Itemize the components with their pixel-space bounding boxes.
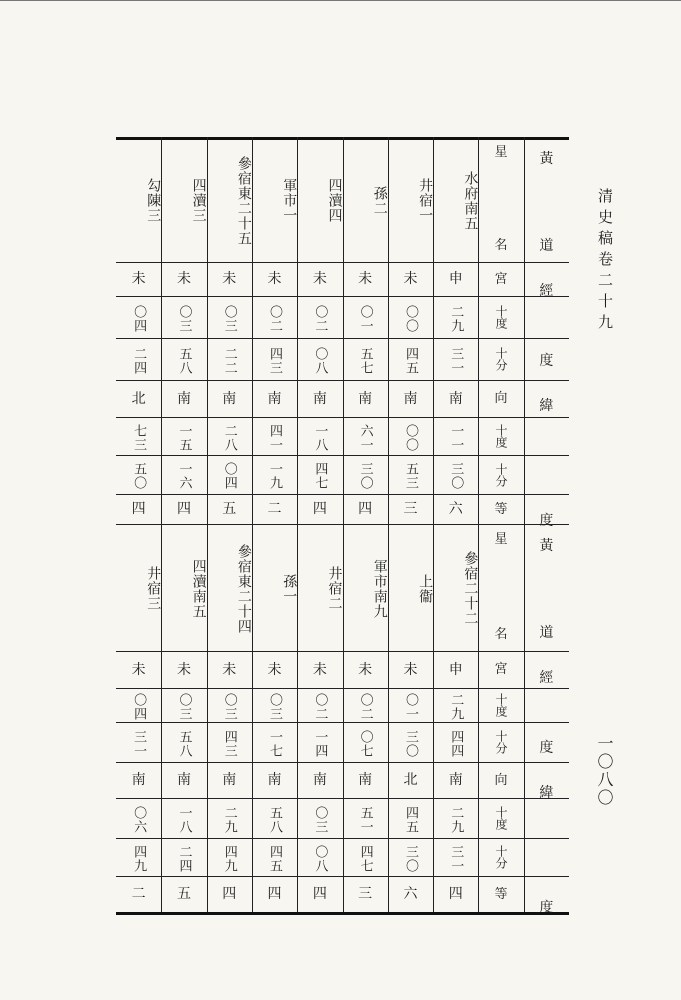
cell-wf: 一九 (267, 462, 283, 490)
cell-jf: 五七 (357, 346, 373, 375)
cell-mag: 四 (448, 886, 463, 902)
star-name: 參宿東二十四 (235, 543, 252, 634)
cell-dir: 南 (267, 772, 282, 788)
cell-mag: 四 (312, 886, 327, 902)
cell-dir: 南 (312, 772, 327, 788)
cell-dir: 南 (448, 772, 463, 788)
cell-gong: 未 (222, 271, 237, 287)
cell-dir: 北 (131, 390, 146, 407)
cell-gong: 未 (176, 271, 191, 287)
label-star: 星 (494, 531, 508, 547)
cell-mag: 四 (222, 886, 237, 902)
group-label: 道 (539, 238, 554, 254)
cell-jf: 三一 (448, 346, 464, 375)
cell-jf: 四三 (267, 346, 283, 375)
cell-wf: 四五 (267, 844, 283, 873)
cell-jd: 〇三 (221, 304, 237, 333)
star-name: 孫一 (281, 573, 298, 604)
cell-dir: 南 (267, 390, 282, 407)
cell-gong: 未 (403, 661, 418, 678)
cell-wd: 一八 (176, 805, 192, 834)
cell-gong: 未 (222, 661, 237, 678)
label-wd: 十度 (494, 424, 509, 448)
cell-jd: 〇二 (312, 304, 328, 333)
cell-jd: 二九 (448, 692, 464, 721)
cell-mag: 三 (358, 886, 373, 902)
star-name: 水府南五 (462, 170, 479, 231)
cell-gong: 未 (312, 271, 327, 287)
cell-wf: 四七 (312, 462, 328, 490)
star-name: 井宿二 (326, 566, 343, 611)
cell-jf: 二四 (131, 346, 147, 375)
cell-wf: 三〇 (357, 462, 373, 490)
cell-wf: 三一 (448, 844, 464, 873)
cell-gong: 未 (267, 271, 282, 287)
cell-mag: 四 (267, 886, 282, 902)
cell-dir: 南 (131, 772, 146, 788)
cell-wd: 五一 (357, 805, 373, 834)
label-wf: 十分 (494, 845, 509, 869)
group-label: 緯 (539, 398, 554, 414)
label-jd: 十度 (494, 305, 509, 329)
cell-mag: 六 (403, 886, 418, 902)
star-name: 四瀆四 (326, 178, 343, 223)
cell-jd: 〇三 (221, 692, 237, 721)
group-label: 經 (539, 283, 554, 299)
cell-wf: 四九 (221, 844, 237, 873)
cell-dir: 南 (358, 390, 373, 407)
cell-wd: 一八 (312, 423, 328, 452)
cell-gong: 未 (176, 661, 191, 678)
cell-wf: 〇四 (221, 462, 237, 490)
label-name: 名 (494, 626, 508, 642)
cell-mag: 六 (448, 501, 463, 517)
cell-jd: 〇四 (131, 304, 147, 333)
cell-gong: 未 (403, 271, 418, 287)
cell-gong: 未 (358, 661, 373, 678)
star-name: 上衞 (417, 573, 434, 604)
cell-dir: 北 (403, 772, 418, 788)
cell-mag: 四 (131, 501, 146, 517)
cell-mag: 二 (131, 886, 146, 902)
cell-jf: 〇八 (312, 346, 328, 375)
table-rule-h (116, 912, 569, 915)
cell-wf: 五三 (402, 462, 418, 490)
label-mag: 等 (494, 501, 508, 517)
label-gong: 宮 (494, 662, 508, 677)
label-star: 星 (494, 144, 508, 160)
cell-dir: 南 (176, 390, 191, 407)
star-name: 參宿二十二 (462, 551, 479, 626)
group-label: 黃 (539, 151, 554, 167)
cell-wf: 〇八 (312, 844, 328, 873)
cell-gong: 未 (131, 271, 146, 287)
cell-jf: 一七 (267, 729, 283, 758)
label-jd: 十度 (494, 693, 509, 717)
star-name: 井宿三 (145, 566, 162, 611)
label-jf: 十分 (494, 347, 509, 371)
cell-dir: 南 (448, 390, 463, 407)
star-name: 孫二 (371, 185, 388, 216)
cell-dir: 南 (176, 772, 191, 788)
cell-wd: 二九 (448, 805, 464, 834)
star-name: 井宿一 (417, 178, 434, 223)
cell-jf: 三〇 (402, 729, 418, 758)
cell-wd: 〇六 (131, 805, 147, 834)
group-label: 度 (539, 740, 554, 756)
cell-jf: 五八 (176, 346, 192, 375)
cell-wd: 〇〇 (402, 423, 418, 452)
cell-wf: 二四 (176, 844, 192, 873)
cell-mag: 五 (176, 886, 191, 902)
cell-wd: 〇三 (312, 805, 328, 834)
cell-jd: 〇二 (357, 692, 373, 721)
cell-jf: 五八 (176, 729, 192, 758)
star-name: 四瀆南五 (190, 558, 207, 619)
cell-wf: 五〇 (131, 462, 147, 490)
cell-wf: 一六 (176, 462, 192, 490)
cell-wf: 四九 (131, 844, 147, 873)
cell-jf: 〇七 (357, 729, 373, 758)
cell-dir: 南 (358, 772, 373, 788)
group-label: 度 (539, 900, 554, 916)
star-name: 軍市南九 (371, 558, 388, 619)
star-name: 四瀆三 (190, 178, 207, 223)
cell-mag: 三 (403, 501, 418, 517)
cell-jf: 四四 (448, 729, 464, 758)
label-dir: 向 (494, 391, 508, 406)
group-label: 道 (539, 625, 554, 641)
cell-jd: 〇一 (402, 692, 418, 721)
cell-gong: 未 (131, 661, 146, 678)
cell-dir: 南 (403, 390, 418, 407)
cell-jf: 四三 (221, 729, 237, 758)
cell-wf: 四七 (357, 844, 373, 873)
cell-gong: 申 (448, 661, 463, 678)
cell-dir: 南 (312, 390, 327, 407)
cell-wd: 二九 (221, 805, 237, 834)
cell-jd: 〇〇 (402, 304, 418, 333)
label-jf: 十分 (494, 730, 509, 754)
cell-mag: 五 (222, 501, 237, 517)
cell-wd: 五八 (267, 805, 283, 834)
cell-jd: 〇四 (131, 692, 147, 721)
label-name: 名 (494, 237, 508, 253)
cell-mag: 四 (176, 501, 191, 517)
cell-jd: 〇一 (357, 304, 373, 333)
cell-wd: 六一 (357, 423, 373, 452)
cell-wd: 一一 (448, 423, 464, 452)
cell-jd: 〇三 (176, 692, 192, 721)
cell-dir: 南 (222, 390, 237, 407)
label-dir: 向 (494, 772, 508, 788)
cell-jf: 三一 (131, 729, 147, 758)
cell-dir: 南 (222, 772, 237, 788)
cell-jf: 一四 (312, 729, 328, 758)
cell-jd: 〇二 (267, 304, 283, 333)
label-wf: 十分 (494, 462, 509, 487)
cell-gong: 未 (267, 661, 282, 678)
star-name: 軍市一 (281, 178, 298, 223)
running-head: 清史稿卷二十九 (596, 188, 614, 335)
label-mag: 等 (494, 886, 508, 902)
cell-gong: 未 (312, 661, 327, 678)
cell-jd: 〇二 (312, 692, 328, 721)
cell-jf: 四五 (402, 346, 418, 375)
group-label: 度 (539, 353, 554, 369)
cell-mag: 二 (267, 501, 282, 517)
group-label: 緯 (539, 785, 554, 801)
cell-gong: 未 (358, 271, 373, 287)
cell-wf: 三〇 (402, 844, 418, 873)
label-gong: 宮 (494, 271, 508, 287)
cell-gong: 申 (448, 271, 463, 287)
cell-jd: 〇三 (267, 692, 283, 721)
cell-jf: 二二 (221, 346, 237, 375)
cell-jd: 二九 (448, 304, 464, 333)
cell-wd: 二八 (221, 423, 237, 452)
group-label: 黃 (539, 538, 554, 554)
cell-mag: 四 (358, 501, 373, 517)
page-number: 一〇八〇 (595, 735, 614, 807)
group-label: 度 (539, 513, 554, 529)
cell-wd: 四一 (267, 423, 283, 452)
cell-wd: 四五 (402, 805, 418, 834)
cell-wd: 七三 (131, 423, 147, 452)
cell-mag: 四 (312, 501, 327, 517)
cell-wf: 三〇 (448, 462, 464, 490)
cell-wd: 一五 (176, 423, 192, 452)
cell-jd: 〇三 (176, 304, 192, 333)
star-name: 參宿東二十五 (235, 155, 252, 246)
label-wd: 十度 (494, 806, 509, 830)
star-name: 勾陳三 (145, 178, 162, 223)
group-label: 經 (539, 670, 554, 686)
